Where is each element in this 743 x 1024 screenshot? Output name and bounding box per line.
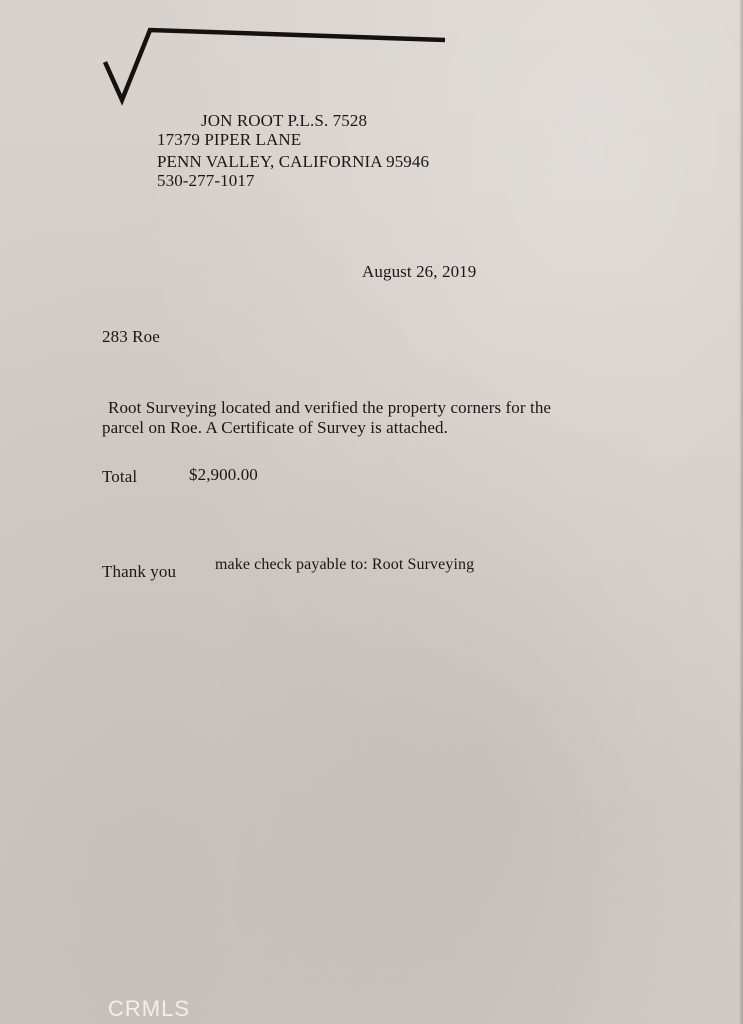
letterhead-name: JON ROOT P.L.S. 7528 (201, 111, 368, 130)
watermark: CRMLS (108, 996, 191, 1021)
property-reference: 283 Roe (102, 327, 160, 346)
payable-instructions: make check payable to: Root Surveying (215, 556, 475, 573)
invoice-date: August 26, 2019 (362, 262, 477, 281)
closing-thanks: Thank you (102, 562, 177, 581)
body-line-2: parcel on Roe. A Certificate of Survey is attached. (102, 418, 448, 437)
letterhead-street: 17379 PIPER LANE (157, 130, 302, 149)
total-amount: $2,900.00 (189, 465, 258, 484)
total-label: Total (102, 467, 138, 486)
letterhead-phone: 530-277-1017 (157, 171, 255, 190)
body-line-1: Root Surveying located and verified the property corners for the (108, 398, 552, 417)
square-root-icon (100, 24, 450, 108)
letterhead-city: PENN VALLEY, CALIFORNIA 95946 (157, 152, 430, 171)
paper-edge (739, 0, 743, 1024)
